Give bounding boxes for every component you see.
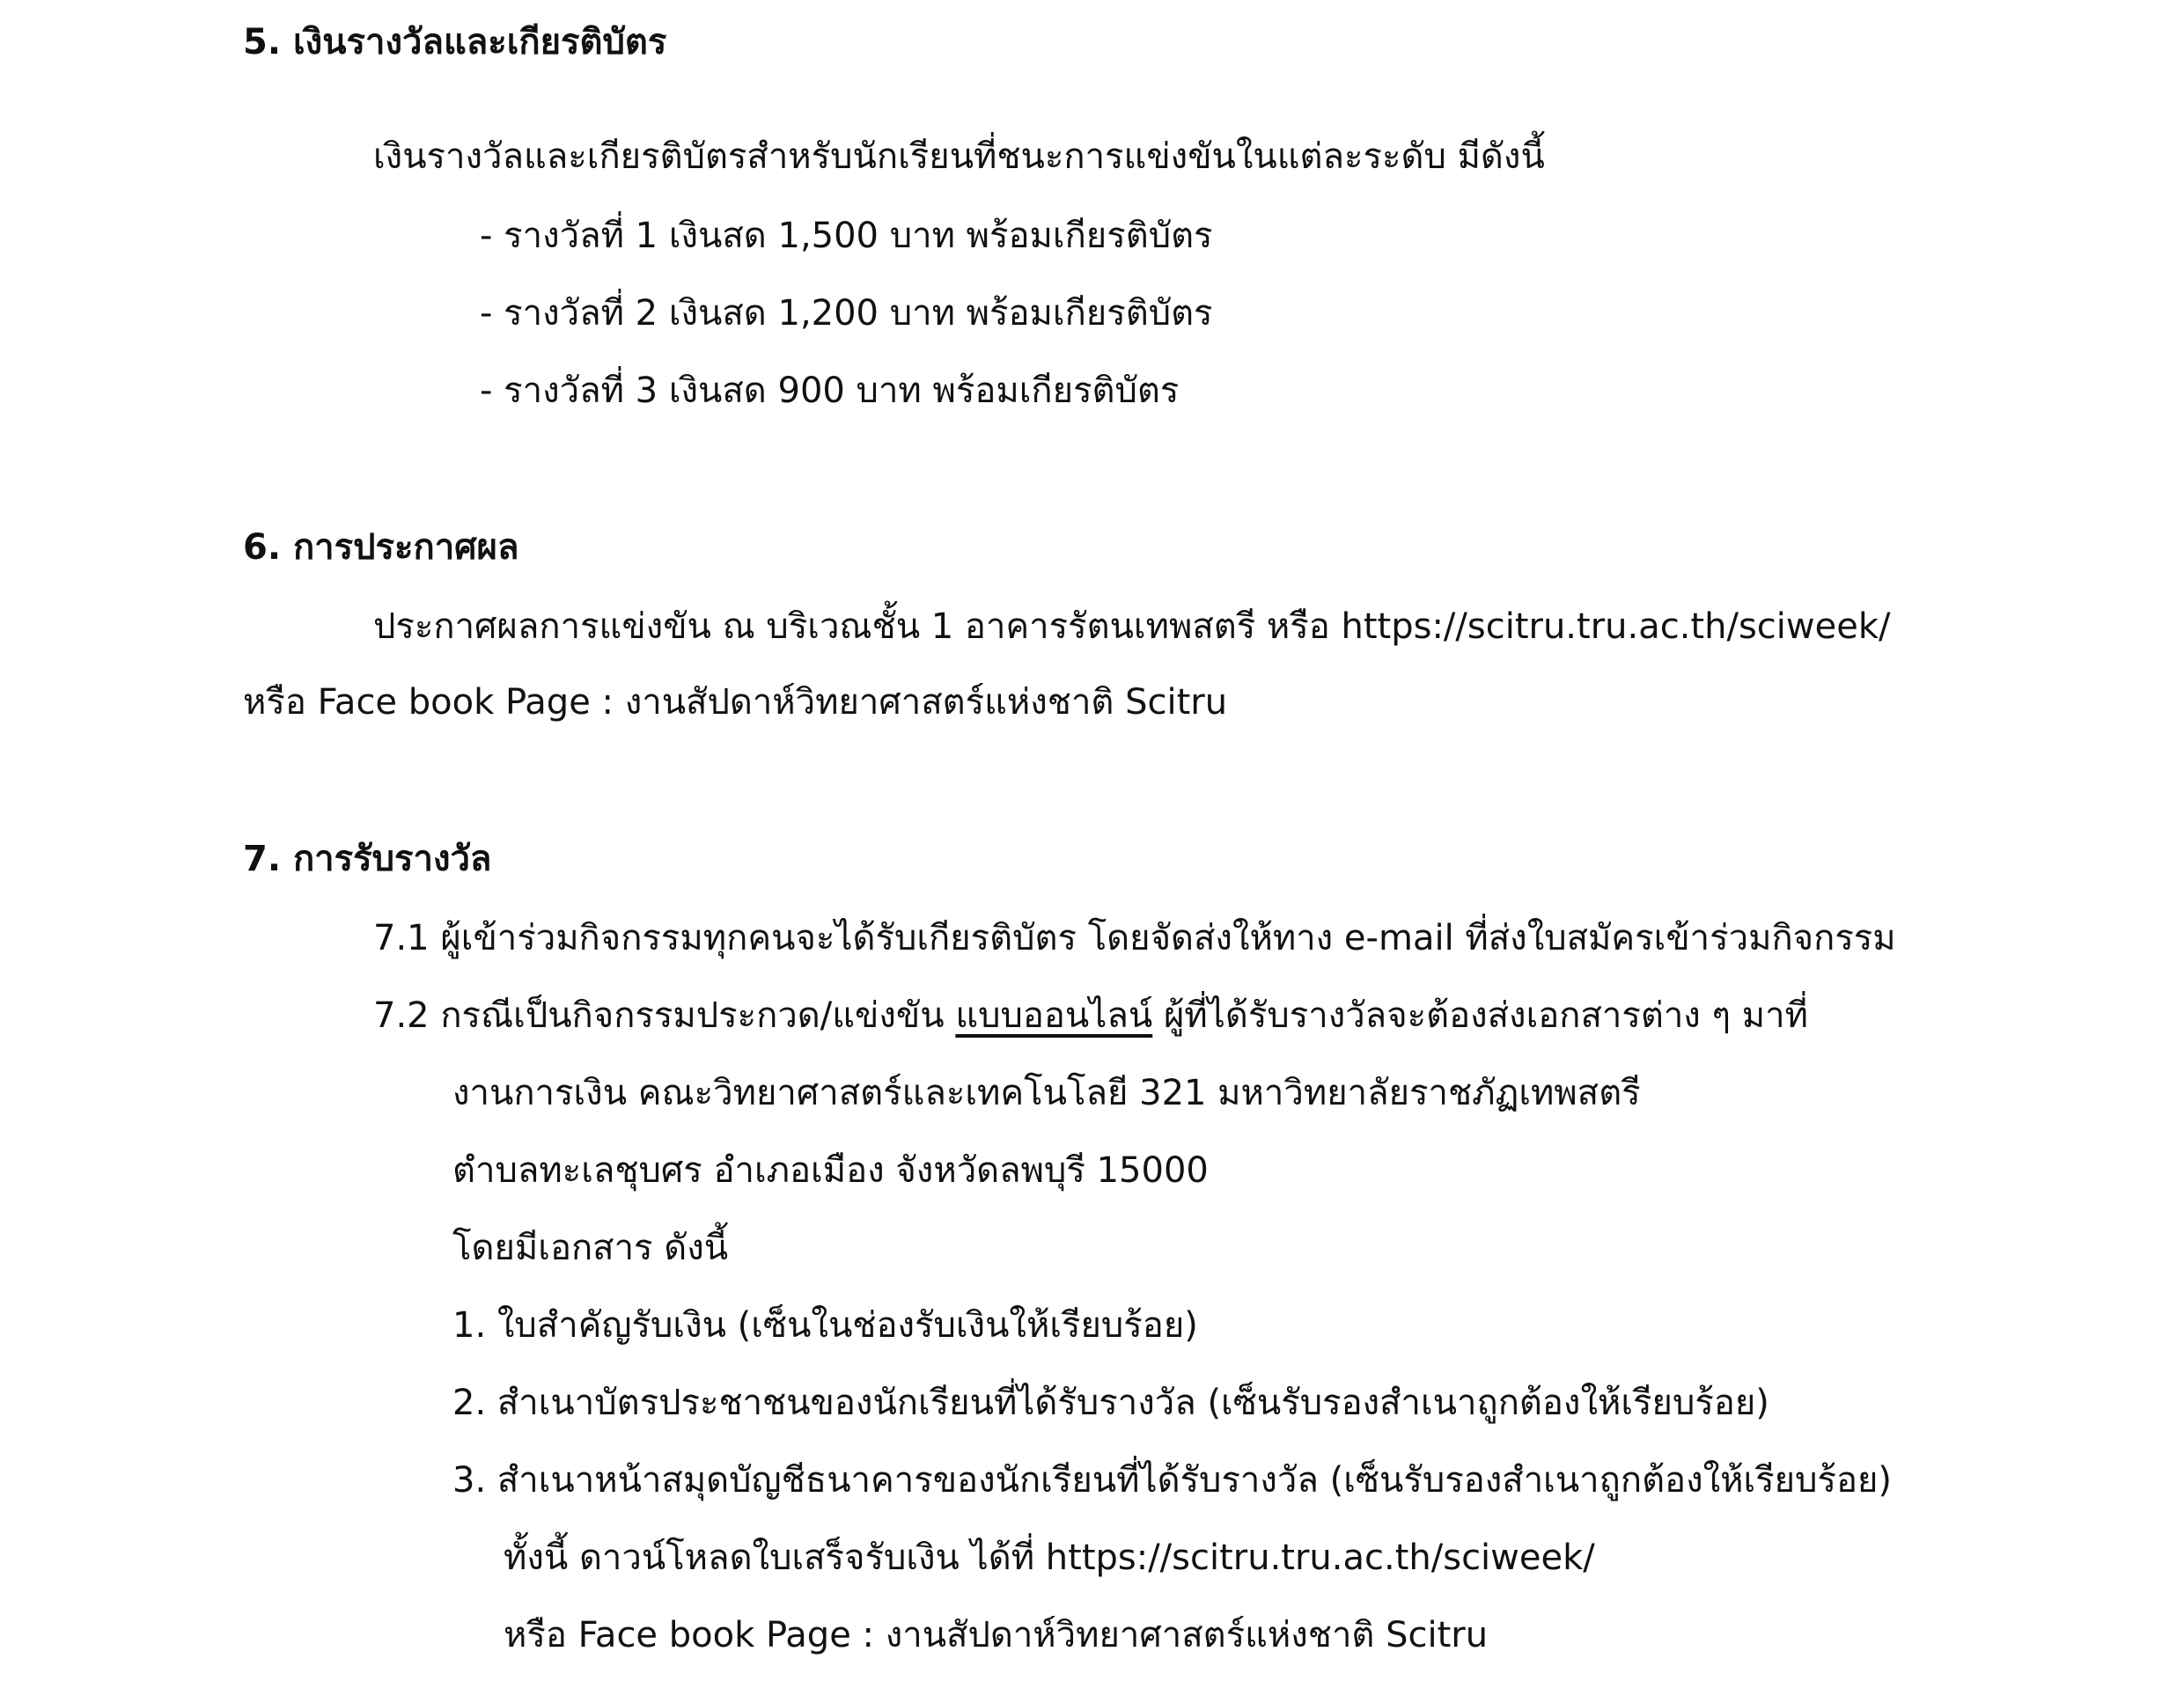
address-line-2: ตำบลทะเลชุบศร อำเภอเมือง จังหวัดลพบุรี 15000	[452, 1150, 1209, 1191]
online-emphasis: แบบออนไลน์	[955, 995, 1153, 1036]
document-item-3: 3. สำเนาหน้าสมุดบัญชีธนาคารของนักเรียนที่ได้รับรางวัล (เซ็นรับรองสำเนาถูกต้องให้เรียบร้อย)	[452, 1460, 1893, 1501]
prize-item-1: - รางวัลที่ 1 เงินสด 1,500 บาท พร้อมเกียรติบัตร	[480, 216, 1213, 256]
item-7-1: 7.1 ผู้เข้าร่วมกิจกรรมทุกคนจะได้รับเกียรติบัตร โดยจัดส่งให้ทาง e-mail ที่ส่งใบสมัครเข้าร่วมกิจกรรม	[373, 918, 1896, 958]
item-7-2	[373, 993, 1808, 1039]
address-line-1: งานการเงิน คณะวิทยาศาสตร์และเทคโนโลยี 321 มหาวิทยาลัยราชภัฏเทพสตรี	[452, 1073, 1641, 1113]
item-7-2-suffix: ผู้ที่ได้รับรางวัลจะต้องส่งเอกสารต่าง ๆ มาที่	[1163, 995, 1808, 1036]
section-7-heading: 7. การรับรางวัล	[243, 839, 492, 879]
documents-intro: โดยมีเอกสาร ดังนี้	[452, 1228, 729, 1268]
facebook-page-line: หรือ Face book Page : งานสัปดาห์วิทยาศาสตร์แห่งชาติ Scitru	[504, 1615, 1489, 1655]
results-announcement-line-2: หรือ Face book Page : งานสัปดาห์วิทยาศาสตร์แห่งชาติ Scitru	[243, 682, 1228, 723]
document-item-1: 1. ใบสำคัญรับเงิน (เซ็นในช่องรับเงินให้เรียบร้อย)	[452, 1305, 1198, 1346]
prize-item-2: - รางวัลที่ 2 เงินสด 1,200 บาท พร้อมเกียรติบัตร	[480, 293, 1213, 334]
section-6-heading: 6. การประกาศผล	[243, 527, 519, 568]
download-link-line: ทั้งนี้ ดาวน์โหลดใบเสร็จรับเงิน ได้ที่ https://scitru.tru.ac.th/sciweek/	[504, 1538, 1595, 1578]
section-5-heading: 5. เงินรางวัลและเกียรติบัตร	[243, 22, 667, 62]
section-5-intro: เงินรางวัลและเกียรติบัตรสำหรับนักเรียนที่ชนะการแข่งขันในแต่ละระดับ มีดังนี้	[373, 136, 1545, 177]
item-7-2-prefix: 7.2 กรณีเป็นกิจกรรมประกวด/แข่งขัน	[373, 995, 945, 1036]
document-item-2: 2. สำเนาบัตรประชาชนของนักเรียนที่ได้รับรางวัล (เซ็นรับรองสำเนาถูกต้องให้เรียบร้อย)	[452, 1383, 1769, 1423]
prize-item-3: - รางวัลที่ 3 เงินสด 900 บาท พร้อมเกียรติบัตร	[480, 371, 1180, 411]
results-announcement-line-1: ประกาศผลการแข่งขัน ณ บริเวณชั้น 1 อาคารรัตนเทพสตรี หรือ https://scitru.tru.ac.th/sciweek/	[373, 606, 1891, 647]
